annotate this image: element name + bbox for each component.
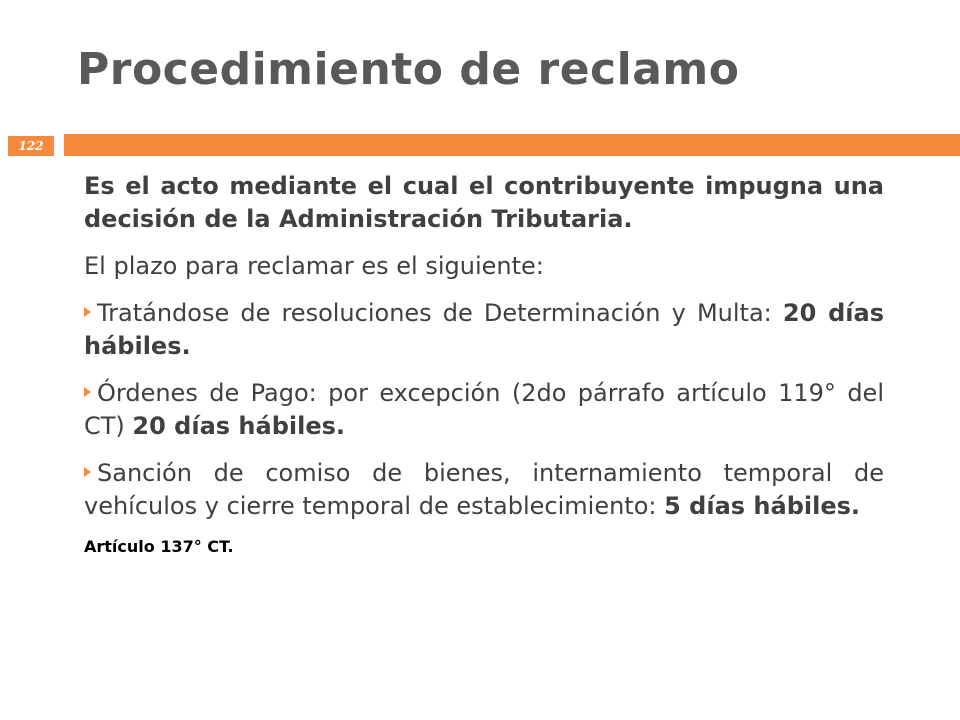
bullet-item — [84, 457, 884, 523]
bullet-item — [84, 377, 884, 443]
plazo-paragraph: El plazo para reclamar es el siguiente: — [84, 252, 544, 280]
bullet-text: Sanción de comiso de bienes, internamiento temporal de vehículos y cierre temporal de establecimiento: — [84, 459, 884, 520]
slide-number: 122 — [8, 136, 54, 156]
bullet-emphasis: 5 días hábiles. — [664, 492, 860, 520]
arrow-bullet-icon — [84, 467, 91, 477]
intro-paragraph: Es el acto mediante el cual el contribuyente impugna una decisión de la Administración Tributaria. — [84, 172, 884, 233]
source-citation: Artículo 137° CT. — [84, 537, 234, 556]
bullet-text: Tratándose de resoluciones de Determinación y Multa: — [97, 299, 783, 327]
slide-title: Procedimiento de reclamo — [77, 44, 740, 95]
bullet-item — [84, 297, 884, 363]
arrow-bullet-icon — [84, 387, 91, 397]
arrow-bullet-icon — [84, 307, 91, 317]
slide-content — [84, 170, 884, 557]
bullet-text: Órdenes de Pago: por excepción (2do párrafo artículo 119° del CT) — [84, 379, 884, 440]
bullet-emphasis: 20 días hábiles. — [132, 412, 346, 440]
bullet-emphasis: 20 días hábiles. — [84, 299, 885, 360]
accent-bar — [64, 134, 960, 156]
